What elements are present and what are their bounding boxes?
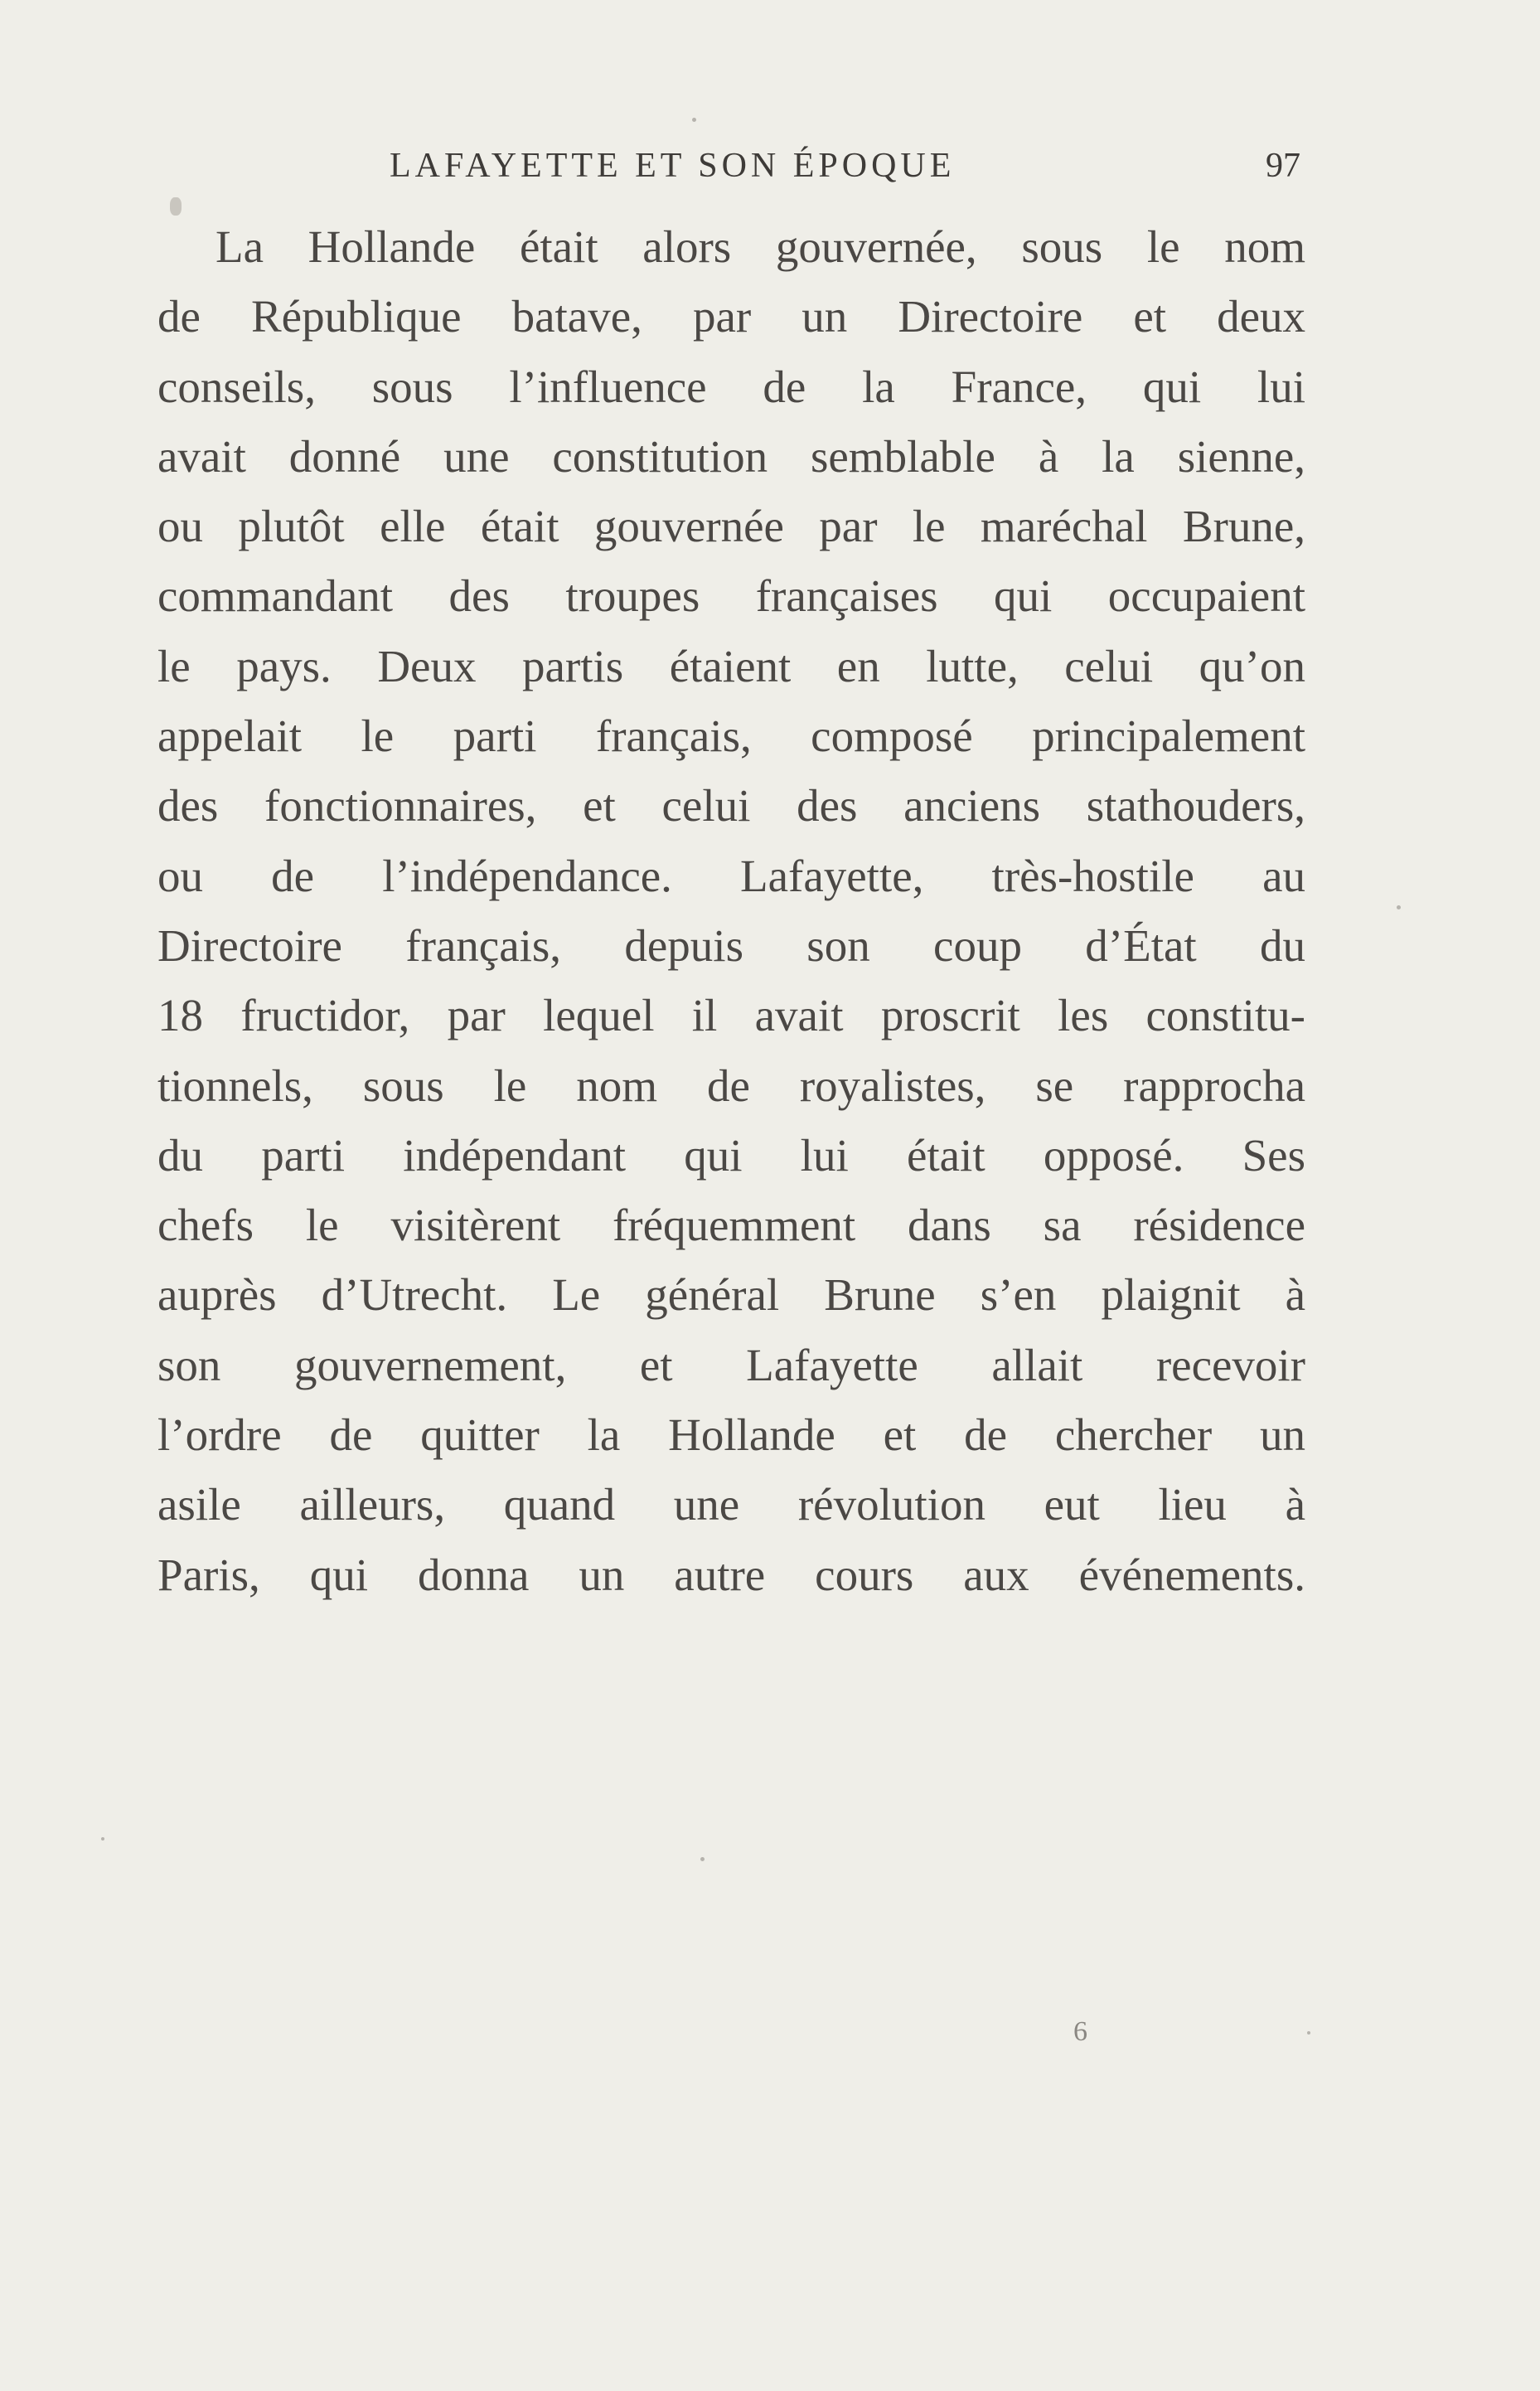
text-line: 18 fructidor, par lequel il avait proscrit les constitu- (157, 990, 1305, 1041)
paper-speck (700, 1857, 705, 1861)
text-line: de République batave, par un Directoire et deux (157, 291, 1305, 342)
paper-speck (101, 1837, 104, 1841)
text-line: conseils, sous l’influence de la France, qui lui (157, 361, 1305, 412)
running-title: LAFAYETTE ET SON ÉPOQUE (390, 147, 956, 185)
text-line: l’ordre de quitter la Hollande et de chercher un (157, 1409, 1305, 1461)
text-line: avait donné une constitution semblable à la sienne, (157, 430, 1305, 482)
text-line: ou de l’indépendance. Lafayette, très-hostile au (157, 850, 1305, 901)
text-line: chefs le visitèrent fréquemment dans sa résidence (157, 1200, 1305, 1251)
text-line: commandant des troupes françaises qui occupaient (157, 570, 1305, 622)
text-line: du parti indépendant qui lui était opposé. Ses (157, 1129, 1305, 1181)
paper-speck (1307, 2031, 1310, 2035)
text-line: le pays. Deux partis étaient en lutte, celui qu’on (157, 640, 1305, 691)
running-head (157, 146, 1305, 196)
text-line: tionnels, sous le nom de royalistes, se rapprocha (157, 1060, 1305, 1111)
paper-speck (1397, 905, 1401, 909)
signature-mark: 6 (1073, 2016, 1087, 2047)
text-line: asile ailleurs, quand une révolution eut lieu à (157, 1479, 1305, 1530)
text-line: auprès d’Utrecht. Le général Brune s’en plaignit à (157, 1269, 1305, 1321)
paper-speck (692, 118, 696, 122)
page-number: 97 (1266, 147, 1300, 185)
text-line: La Hollande était alors gouvernée, sous le nom (216, 221, 1305, 272)
text-line-last: Paris, qui donna un autre cours aux événements. (157, 1549, 1305, 1600)
body-text (157, 212, 1305, 1610)
text-line: Directoire français, depuis son coup d’État du (157, 919, 1305, 971)
text-line: appelait le parti français, composé principalement (157, 711, 1305, 762)
paper-speck (170, 197, 182, 216)
text-line: des fonctionnaires, et celui des anciens stathouders, (157, 780, 1305, 832)
text-line: son gouvernement, et Lafayette allait recevoir (157, 1339, 1305, 1390)
text-line: ou plutôt elle était gouvernée par le maréchal Brune, (157, 501, 1305, 552)
